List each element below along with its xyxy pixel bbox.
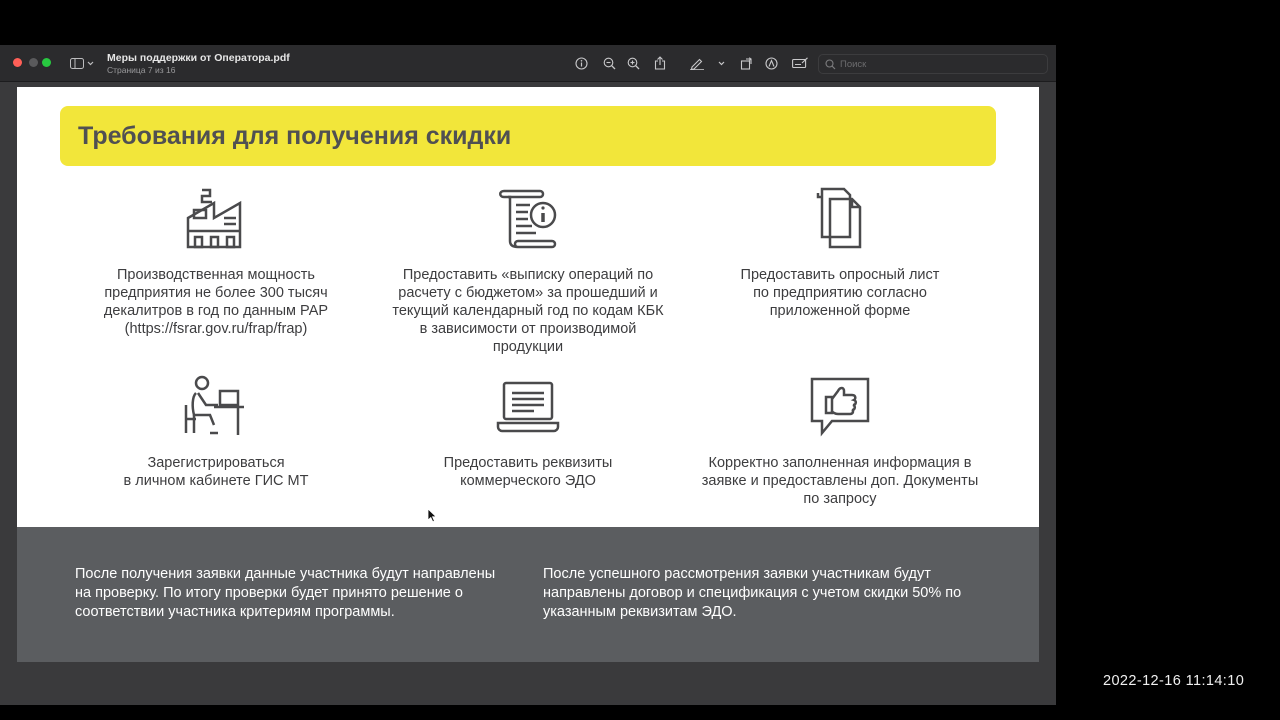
zoom-out-icon — [603, 57, 616, 70]
slide-heading: Требования для получения скидки — [78, 122, 512, 150]
info-scroll-icon — [496, 187, 560, 251]
form-fill-icon — [792, 57, 809, 69]
zoom-out-button[interactable] — [600, 54, 618, 72]
form-fill-button[interactable] — [791, 54, 809, 72]
requirement-item-edo — [368, 375, 688, 490]
search-field[interactable] — [818, 54, 1048, 74]
info-icon — [575, 57, 588, 70]
requirement-item-registration — [56, 375, 376, 490]
documents-icon — [808, 187, 872, 251]
markup-menu-button[interactable] — [712, 54, 730, 72]
pdf-viewer-window — [0, 45, 1056, 705]
rotate-icon — [740, 57, 753, 70]
search-placeholder: Поиск — [840, 58, 867, 70]
requirement-text: Предоставить реквизиты коммерческого ЭДО — [443, 455, 613, 489]
requirement-text: Предоставить опросный лист по предприятию согласно приложенной форме — [740, 267, 940, 319]
chevron-down-icon — [718, 61, 725, 66]
search-icon — [825, 59, 836, 70]
footer-left-text: После получения заявки данные участника будут направлены на проверку. По итогу проверки будет принято решение о соответствии участника критериям программы. — [75, 566, 496, 620]
sidebar-toggle-button[interactable] — [70, 55, 98, 71]
pen-icon — [690, 57, 704, 70]
chevron-down-icon — [87, 61, 94, 66]
page-indicator: Страница 7 из 16 — [107, 65, 176, 75]
info-button[interactable] — [572, 54, 590, 72]
requirement-text: Производственная мощность предприятия не более 300 тысяч декалитров в год по данным РАР (https://fsrar.gov.ru/frap/frap) — [103, 267, 329, 337]
sidebar-icon — [70, 58, 84, 69]
minimize-window-button[interactable] — [29, 58, 38, 67]
share-button[interactable] — [651, 54, 669, 72]
share-icon — [654, 56, 666, 70]
rotate-button[interactable] — [737, 54, 755, 72]
zoom-in-button[interactable] — [624, 54, 642, 72]
annotate-button[interactable] — [762, 54, 780, 72]
footer-right-text: После успешного рассмотрения заявки участникам будут направлены договор и спецификация с учетом скидки 50% по указанным реквизитам ЭДО. — [543, 566, 962, 620]
recording-timestamp: 2022-12-16 11:14:10 — [1103, 673, 1245, 689]
requirement-item-questionnaire — [680, 187, 1000, 320]
factory-icon — [184, 187, 248, 251]
mouse-cursor-icon — [427, 508, 437, 523]
requirement-text: Зарегистрироваться в личном кабинете ГИС МТ — [123, 455, 309, 489]
requirement-text: Предоставить «выписку операций по расчету с бюджетом» за прошедший и текущий календарный год по кодам КБК в зависимости от производимой продукции — [392, 267, 664, 355]
requirement-text: Корректно заполненная информация в заявке и предоставлены доп. Документы по запросу — [701, 455, 979, 507]
close-window-button[interactable] — [13, 58, 22, 67]
requirement-item-documents — [680, 375, 1000, 508]
footer-panel — [17, 527, 1039, 662]
requirement-item-statement — [368, 187, 688, 356]
thumbs-up-icon — [808, 375, 872, 439]
document-title: Меры поддержки от Оператора.pdf — [107, 52, 290, 64]
pdf-page[interactable] — [17, 87, 1039, 662]
zoom-in-icon — [627, 57, 640, 70]
laptop-icon — [496, 375, 560, 439]
annotate-icon — [765, 57, 778, 70]
title-bar — [0, 45, 1056, 82]
zoom-window-button[interactable] — [42, 58, 51, 67]
requirement-item-capacity — [56, 187, 376, 338]
person-at-computer-icon — [184, 375, 248, 439]
heading-banner — [60, 106, 996, 166]
markup-pen-button[interactable] — [688, 54, 706, 72]
